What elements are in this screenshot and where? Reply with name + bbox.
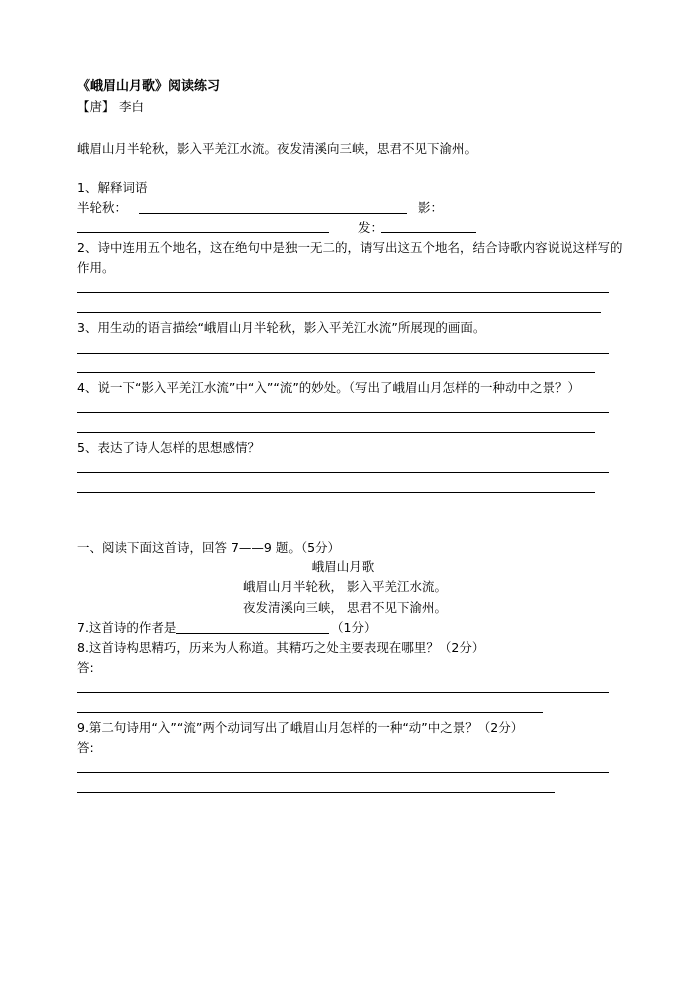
q4-answer-line-1[interactable] [77,412,609,413]
q3-answer-line-1[interactable] [77,353,609,354]
poem-title: 峨眉山月歌 [311,559,375,574]
q9-answer-line-1[interactable] [77,772,609,773]
dynasty-label: 【唐】 [77,99,115,114]
q4-answer-line-2[interactable] [77,432,595,433]
question-2-line-1: 2、诗中连用五个地名，这在绝句中是独一无二的，请写出这五个地名，结合诗歌内容说说这样写的 [77,240,623,255]
section-heading: 一、阅读下面这首诗，回答 7——9 题。（5分） [77,540,341,555]
q5-answer-line-2[interactable] [77,492,595,493]
q8-answer-line-1[interactable] [77,692,609,693]
q8-answer-line-2[interactable] [77,712,543,713]
q2-answer-line-2[interactable] [77,312,601,313]
q7-answer-line[interactable] [176,633,329,634]
q1-answer-line-b[interactable] [77,232,329,233]
q1-term-ying: 影： [418,200,444,215]
q1-term-fa: 发： [358,220,384,235]
question-8: 8.这首诗构思精巧，历来为人称道。其精巧之处主要表现在哪里？（2分） [77,640,485,655]
question-3: 3、用生动的语言描绘“峨眉山月半轮秋，影入平羌江水流”所展现的画面。 [77,320,486,335]
question-7: 7.这首诗的作者是 [77,620,177,635]
poem-line-2: 夜发清溪向三峡， 思君不见下渝州。 [243,600,447,615]
q1-answer-line-a[interactable] [139,213,407,214]
question-7-score: （1分） [331,620,377,635]
poem-text: 峨眉山月半轮秋，影入平羌江水流。夜发清溪向三峡，思君不见下渝州。 [77,141,478,156]
q9-answer-line-2[interactable] [77,792,555,793]
question-4: 4、说一下“影入平羌江水流”中“入”“流”的妙处。（写出了峨眉山月怎样的一种动中之景？） [77,380,581,395]
q5-answer-line-1[interactable] [77,472,609,473]
q1-term-banlunqiu: 半轮秋： [77,200,128,215]
page-title: 《峨眉山月歌》阅读练习 [77,79,221,94]
q8-answer-label: 答: [77,660,94,675]
author-name: 李白 [119,99,145,114]
poem-line-1: 峨眉山月半轮秋， 影入平羌江水流。 [243,579,447,594]
q9-answer-label: 答: [77,740,94,755]
q3-answer-line-2[interactable] [77,372,595,373]
question-9: 9.第二句诗用“入”“流”两个动词写出了峨眉山月怎样的一种“动”中之景？（2分） [77,720,524,735]
question-1-title: 1、解释词语 [77,180,148,195]
question-5: 5、表达了诗人怎样的思想感情？ [77,440,260,455]
q1-answer-line-c[interactable] [381,232,476,233]
question-2-line-2: 作用。 [77,260,115,275]
q2-answer-line-1[interactable] [77,292,609,293]
